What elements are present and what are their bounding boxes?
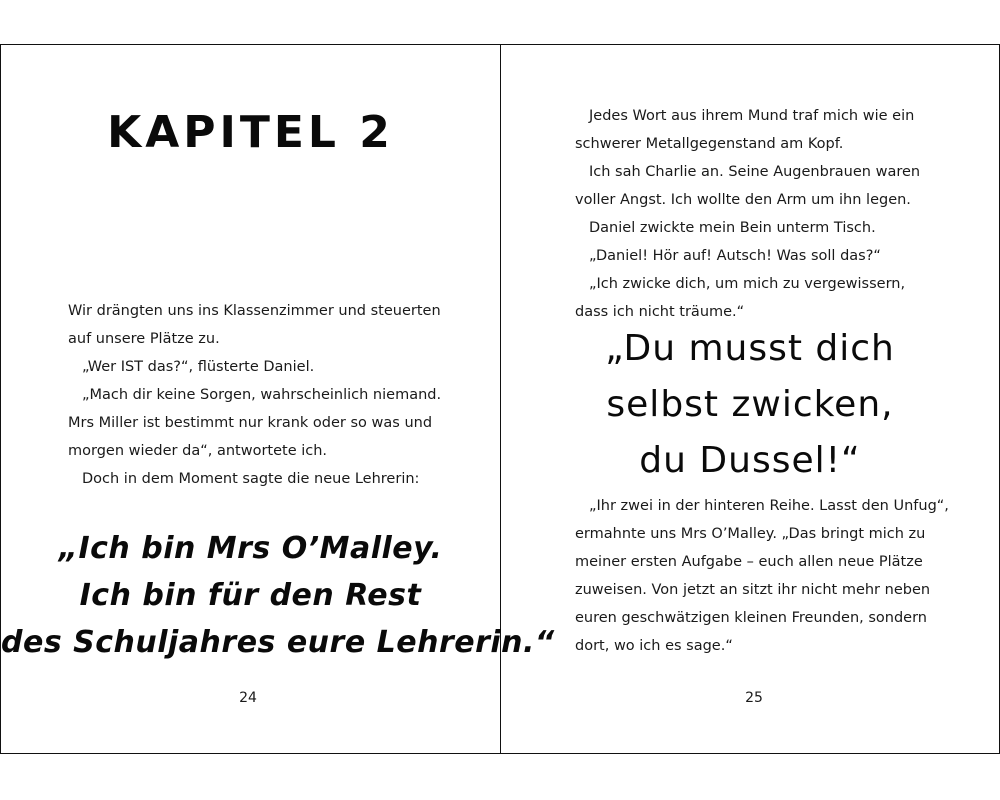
right-paragraph-line: voller Angst. Ich wollte den Arm um ihn legen. [575, 192, 911, 208]
left-paragraph-line: Wir drängten uns ins Klassenzimmer und steuerten [68, 303, 441, 319]
quote-line: du Dussel!“ [639, 440, 861, 481]
quote-line: des Schuljahres eure Lehrerin.“ [1, 625, 555, 660]
right-pull-quote [501, 321, 999, 489]
quote-line: Ich bin für den Rest [79, 578, 422, 613]
left-body-text [68, 297, 441, 493]
right-paragraph-line: meiner ersten Aufgabe – euch allen neue Plätze [575, 554, 923, 570]
left-paragraph-line: auf unsere Plätze zu. [68, 331, 220, 347]
right-paragraph-line: Daniel zwickte mein Bein unterm Tisch. [589, 220, 876, 236]
left-paragraph-line: „Wer IST das?“, flüsterte Daniel. [82, 359, 315, 375]
right-paragraph-line: schwerer Metallgegenstand am Kopf. [575, 136, 844, 152]
right-paragraph-line: „Daniel! Hör auf! Autsch! Was soll das?“ [589, 248, 881, 264]
left-pull-quote [1, 525, 555, 666]
right-paragraph-line: dass ich nicht träume.“ [575, 304, 745, 320]
left-paragraph-line: Mrs Miller ist bestimmt nur krank oder so was und [68, 415, 433, 431]
right-paragraph-line: dort, wo ich es sage.“ [575, 638, 733, 654]
left-paragraph-line: „Mach dir keine Sorgen, wahrscheinlich niemand. [82, 387, 442, 403]
quote-line: „Ich bin Mrs O’Malley. [58, 531, 443, 566]
left-paragraph-line: Doch in dem Moment sagte die neue Lehrerin: [82, 471, 420, 487]
quote-line: „Du musst dich [605, 328, 895, 369]
left-page [1, 45, 555, 753]
right-paragraph-line: ermahnte uns Mrs O’Malley. „Das bringt mich zu [575, 526, 926, 542]
page-number-left: 24 [239, 690, 257, 706]
chapter-title: KAPITEL 2 [107, 107, 394, 158]
right-paragraph-line: „Ich zwicke dich, um mich zu vergewissern, [589, 276, 906, 292]
right-paragraph-line: zuweisen. Von jetzt an sitzt ihr nicht mehr neben [575, 582, 931, 598]
right-paragraph-line: Ich sah Charlie an. Seine Augenbrauen waren [589, 164, 921, 180]
right-paragraph-line: „Ihr zwei in der hinteren Reihe. Lasst den Unfug“, [589, 498, 949, 514]
left-paragraph-line: morgen wieder da“, antwortete ich. [68, 443, 328, 459]
right-body-text-bottom [575, 492, 949, 660]
right-body-text-top [575, 102, 920, 326]
right-paragraph-line: euren geschwätzigen kleinen Freunden, sondern [575, 610, 927, 626]
page-number-right: 25 [745, 690, 763, 706]
quote-line: selbst zwicken, [606, 384, 894, 425]
right-paragraph-line: Jedes Wort aus ihrem Mund traf mich wie ein [589, 108, 915, 124]
book-spread [0, 44, 1000, 754]
right-page [501, 45, 999, 753]
